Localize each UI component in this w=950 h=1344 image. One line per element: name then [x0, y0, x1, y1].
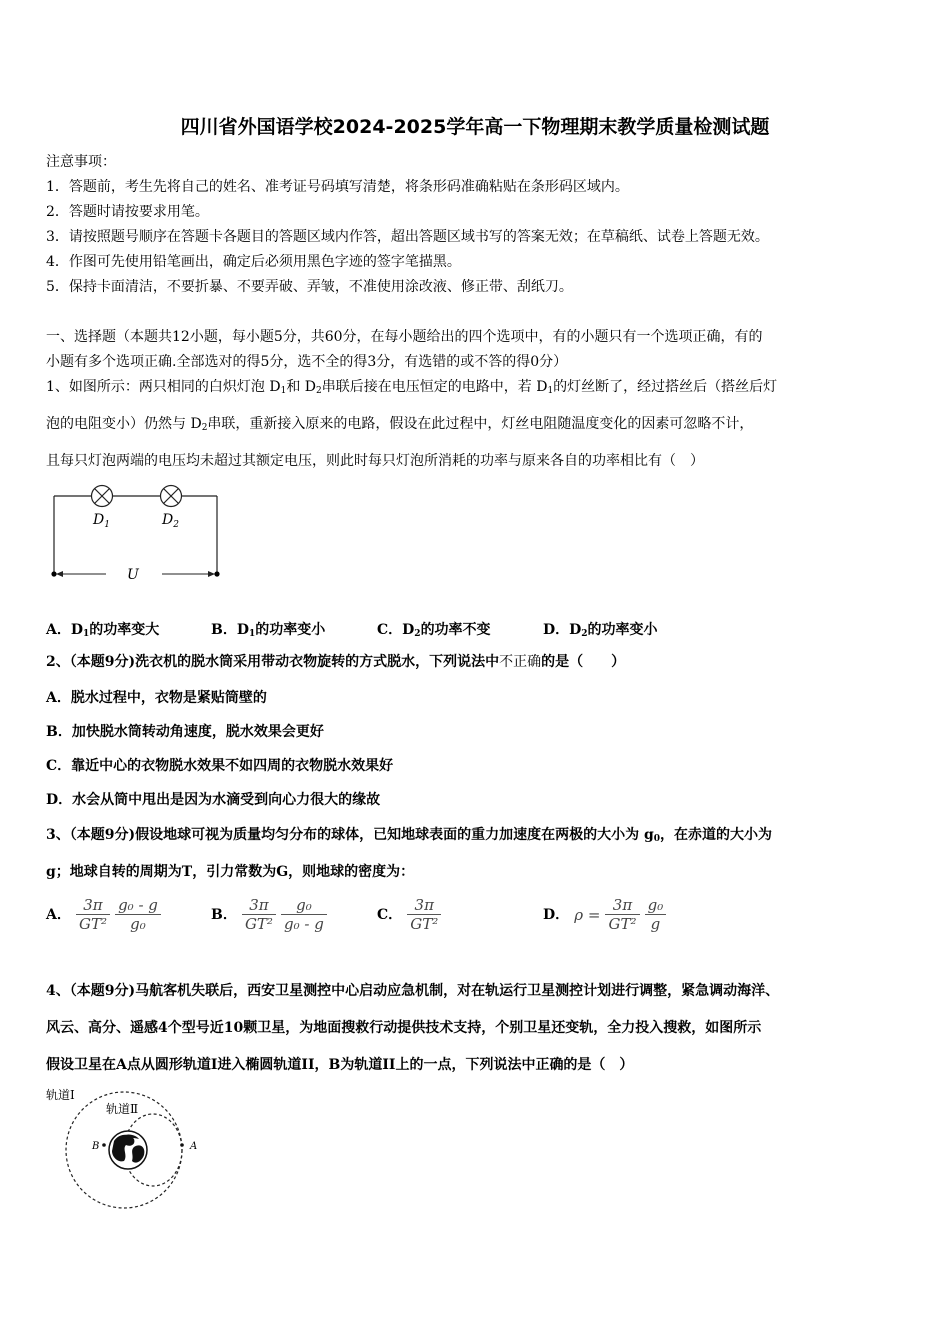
q2-option-a[interactable]: A．脱水过程中，衣物是紧贴筒壁的 — [46, 690, 267, 706]
q3-option-c[interactable]: C． $\frac{3\pi}{\text{GT²}}$ — [377, 896, 441, 933]
q3-stem: 3、（本题9分)假设地球可视为质量均匀分布的球体，已知地球表面的重力加速度在两极的大小为 $g_0$，在赤道的大小为 — [46, 827, 773, 844]
notice-heading: 注意事项： — [46, 154, 116, 170]
lamp-d1-icon — [92, 486, 113, 507]
terminal-right — [214, 571, 219, 576]
section-intro: 小题有多个选项正确.全部选对的得5分，选不全的得3分，有选错的或不答的得0分） — [46, 354, 568, 370]
point-a-marker — [180, 1143, 184, 1147]
label-orbit-1: 轨道Ⅰ — [46, 1088, 75, 1102]
q2-option-d[interactable]: D．水会从筒中甩出是因为水滴受到向心力很大的缘故 — [46, 792, 381, 808]
page-title: 四川省外国语学校2024-2025学年高一下物理期末教学质量检测试题 — [180, 116, 770, 138]
circuit-diagram — [44, 483, 234, 588]
q3-option-b[interactable]: B． $\frac{3\pi}{\text{GT²}}$ $\frac{\text{g₀}}{\text{g₀ - g}}$ — [211, 896, 327, 933]
notice-item: 4．作图可先使用铅笔画出，确定后必须用黑色字迹的签字笔描黑。 — [46, 254, 461, 270]
lamp-d2-icon — [161, 486, 182, 507]
arrow-right-icon — [208, 571, 215, 577]
q3-stem: g；地球自转的周期为T，引力常数为G，则地球的密度为： — [46, 864, 415, 880]
label-u: U — [127, 567, 139, 583]
q1-option-c[interactable]: C．$D_2$的功率不变 — [377, 622, 491, 639]
notice-item: 3．请按照题号顺序在答题卡各题目的答题区域内作答，超出答题区域书写的答案无效；在草稿纸、试卷上答题无效。 — [46, 229, 769, 245]
q1-option-d[interactable]: D．$D_2$的功率变小 — [543, 622, 658, 639]
q1-stem: 1、如图所示：两只相同的白炽灯泡 $D_1$和 $D_2$串联后接在电压恒定的电路中，若 $D_1$的灯丝断了，经过搭丝后（搭丝后灯 — [46, 379, 778, 396]
point-b-marker — [102, 1143, 106, 1147]
earth-icon — [109, 1131, 147, 1169]
q2-option-b[interactable]: B．加快脱水筒转动角速度，脱水效果会更好 — [46, 724, 324, 740]
arrow-left-icon — [56, 571, 63, 577]
q3-option-d[interactable]: D． ρ = $\frac{3\pi}{\text{GT²}}$ $\frac{\text{g₀}}{g}$ — [543, 896, 666, 933]
section-intro: 一、选择题（本题共12小题，每小题5分，共60分，在每小题给出的四个选项中，有的小题只有一个选项正确，有的 — [46, 329, 763, 345]
q3-option-a[interactable]: A． $\frac{3\pi}{\text{GT²}}$ $\frac{\text{g₀ - g}}{\text{g₀}}$ — [46, 896, 161, 933]
q4-stem: 假设卫星在A点从圆形轨道I进入椭圆轨道II，B为轨道II上的一点，下列说法中正确的是（ ） — [46, 1057, 634, 1073]
label-point-a: A — [190, 1141, 198, 1152]
q2-option-c[interactable]: C．靠近中心的衣物脱水效果不如四周的衣物脱水效果好 — [46, 758, 394, 774]
notice-item: 2．答题时请按要求用笔。 — [46, 204, 209, 220]
notice-item: 5．保持卡面清洁，不要折暴、不要弄破、弄皱，不准使用涂改液、修正带、刮纸刀。 — [46, 279, 573, 295]
label-orbit-2: 轨道Ⅱ — [106, 1102, 139, 1116]
q1-option-a[interactable]: A．$D_1$的功率变大 — [46, 622, 160, 639]
q4-stem: 风云、高分、遥感4个型号近10颗卫星，为地面搜救行动提供技术支持，个别卫星还变轨，全力投入搜救，如图所示 — [46, 1020, 762, 1036]
q1-stem: 泡的电阻变小）仍然与 $D_2$串联，重新接入原来的电路，假设在此过程中，灯丝电阻随温度变化的因素可忽略不计， — [46, 416, 754, 433]
q4-stem: 4、（本题9分)马航客机失联后，西安卫星测控中心启动应急机制，对在轨运行卫星测控计划进行调整，紧急调动海洋、 — [46, 983, 780, 999]
notice-item: 1．答题前，考生先将自己的姓名、准考证号码填写清楚，将条形码准确粘贴在条形码区域内。 — [46, 179, 629, 195]
label-d1: $D_1$ — [93, 512, 110, 530]
q1-stem: 且每只灯泡两端的电压均未超过其额定电压，则此时每只灯泡所消耗的功率与原来各自的功率相比有（ ） — [46, 453, 704, 469]
label-d2: $D_2$ — [162, 512, 179, 530]
q1-option-b[interactable]: B．$D_1$的功率变小 — [211, 622, 326, 639]
orbit-diagram — [44, 1083, 204, 1213]
q2-stem: 2、（本题9分)洗衣机的脱水筒采用带动衣物旋转的方式脱水，下列说法中不正确的是（ ） — [46, 654, 626, 670]
label-point-b: B — [92, 1141, 100, 1152]
terminal-left — [51, 571, 56, 576]
